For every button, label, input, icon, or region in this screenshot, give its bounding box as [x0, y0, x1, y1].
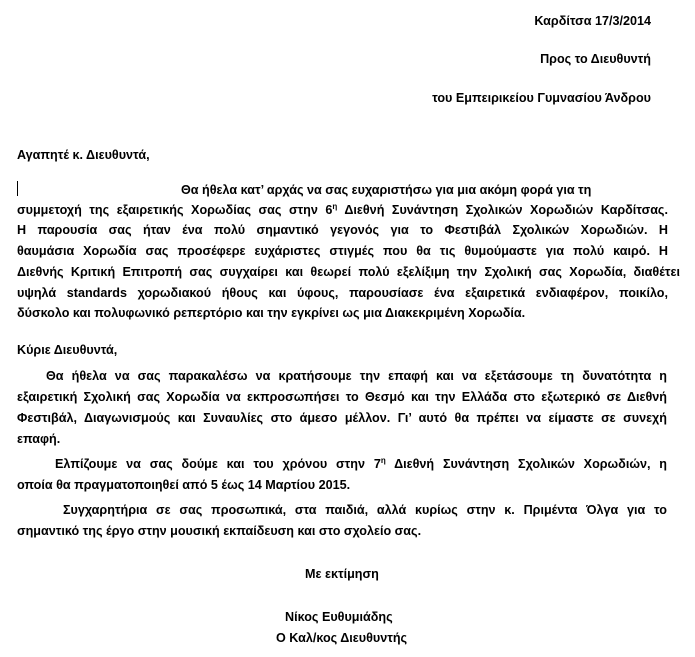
paragraph1-line2-b: Διεθνή Συνάντηση Σχολικών Χορωδιών Καρδίτσας.	[337, 203, 668, 217]
paragraph1-line1: Θα ήθελα κατ’ αρχάς να σας ευχαριστήσω για μια ακόμη φορά για τη	[181, 183, 592, 197]
signature-title: Ο Καλ/κος Διευθυντής	[276, 631, 408, 645]
paragraph1-line5: Διεθνής Κριτική Επιτροπή σας συγχαίρει και θεωρεί πολύ εξελίξιμη την Σχολική σας Χορωδία, διαθέτει	[17, 265, 680, 279]
recipient-line: Προς το Διευθυντή	[540, 52, 651, 66]
date-line: Καρδίτσα 17/3/2014	[534, 14, 651, 28]
signature-name: Νίκος Ευθυμιάδης	[285, 610, 393, 624]
paragraph1-line3: Η παρουσία σας ήταν ένα πολύ σημαντικό γεγονός για το Φεστιβάλ Σχολικών Χορωδιών. Η	[17, 223, 668, 237]
paragraph1-line6: υψηλά standards χορωδιακού ήθους και ύφους, παρουσίασε ένα εξαιρετικά ενδιαφέρον, ποικίλο,	[17, 286, 668, 300]
paragraph2-line3: Φεστιβάλ, Διαγωνισμούς και Συναυλίες στο άμεσο μέλλον. Γι’ αυτό θα πρέπει να είμαστε σε συνεχή	[17, 411, 667, 425]
paragraph2-line1: Θα ήθελα να σας παρακαλέσω να κρατήσουμε την επαφή και να εξετάσουμε τη δυνατότητα η	[46, 369, 667, 383]
paragraph4-line2: σημαντικό της έργο στην μουσική εκπαίδευση και στο σχολείο σας.	[17, 524, 422, 538]
paragraph3-line2: οποία θα πραγματοποιηθεί από 5 έως 14 Μαρτίου 2015.	[17, 478, 351, 492]
paragraph4-line1: Συγχαρητήρια σε σας προσωπικά, στα παιδιά, αλλά κυρίως στην κ. Πριμέντα Όλγα για το	[63, 503, 667, 517]
paragraph1-line4: θαυμάσια Χορωδία σας προσέφερε ευχάριστες στιγμές που θα τις θυμούμαστε για πολύ καιρό. Η	[17, 244, 668, 258]
ordinal-superscript: η	[380, 455, 386, 465]
paragraph2-line4: επαφή.	[17, 432, 61, 446]
paragraph3-line1-a: Ελπίζουμε να σας δούμε και του χρόνου στην 7	[55, 457, 381, 471]
paragraph2-line2: εξαιρετική Σχολική σας Χορωδία να εκπροσωπήσει το Θεσμό και την Ελλάδα στο εξωτερικό σε Διεθνή	[17, 390, 667, 404]
salutation: Αγαπητέ κ. Διευθυντά,	[17, 148, 150, 162]
closing: Με εκτίμηση	[305, 567, 379, 581]
salutation-2: Κύριε Διευθυντά,	[17, 343, 118, 357]
ordinal-superscript: η	[332, 201, 338, 211]
paragraph1-line2	[17, 203, 668, 218]
school-line: του Εμπειρικείου Γυμνασίου Άνδρου	[432, 91, 651, 105]
paragraph1-line7: δύσκολο και πολυφωνικό ρεπερτόριο και την εγκρίνει ως μια Διακεκριμένη Χορωδία.	[17, 306, 526, 320]
paragraph3-line1	[55, 457, 667, 472]
paragraph3-line1-b: Διεθνή Συνάντηση Σχολικών Χορωδιών, η	[385, 457, 667, 471]
text-cursor	[17, 181, 18, 196]
paragraph1-line2-a: συμμετοχή της εξαιρετικής Χορωδίας σας στην 6	[17, 203, 333, 217]
